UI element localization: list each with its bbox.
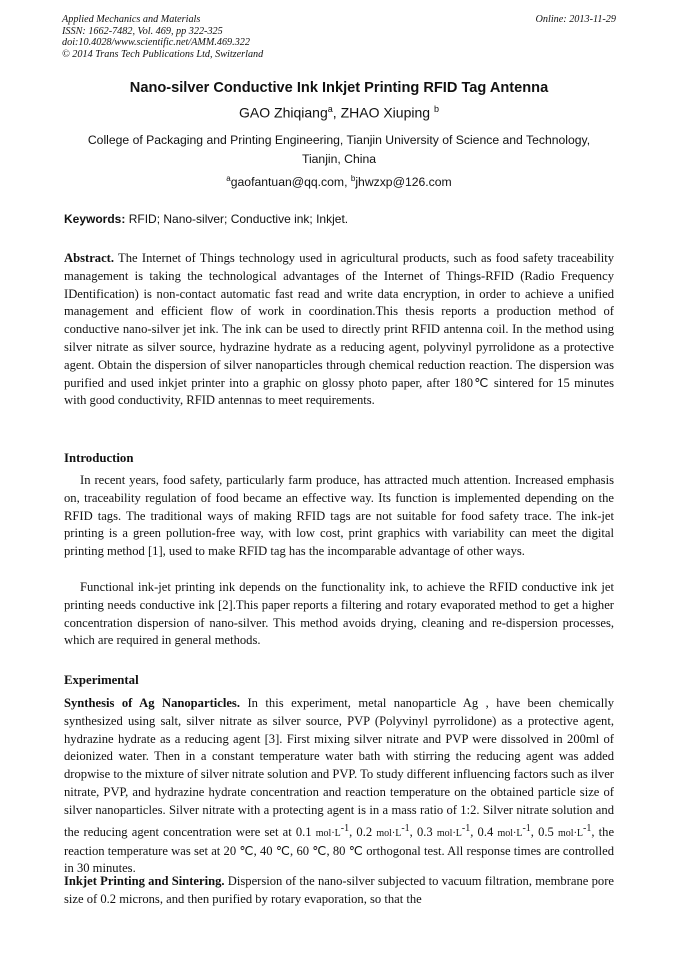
online-date: Online: 2013-11-29 [535,14,616,25]
experimental-heading: Experimental [64,673,139,687]
journal-header [62,14,263,60]
email-b-sup: b [350,174,356,183]
unit-3: mol·L [436,827,462,839]
author-1-sup: a [327,104,333,114]
keywords-label: Keywords: [64,212,126,226]
inkjet-text: Dispersion of the nano-silver subjected to vacuum filtration, membrane pore size of 0.2 microns, and then purified by rotary evaporation, so that the [64,874,614,906]
introduction-paragraph-2: Functional ink-jet printing ink depends on the functionality ink, to achieve the RFID conductive ink jet printing needs conductive ink [2].This paper reports a filtering and rotary evaporated method to get a higher concentration dispersion of nano-silver. This method avoids drying, cleaning and re-dispersion processes, which are required in general methods. [64,580,614,648]
concentration-2: 0.2 [356,824,373,839]
unit-2-sup: -1 [401,822,410,834]
keywords-text: RFID; Nano-silver; Conductive ink; Inkjet. [128,212,349,226]
email-line [0,174,678,189]
author-line [0,104,678,121]
unit-5-sup: -1 [583,822,592,834]
synthesis-paragraph: Synthesis of Ag Nanoparticles. In this experiment, metal nanoparticle Ag , have been chemically synthesized using salt, silver nitrate as silver source, PVP (Polyvinyl pyrrolidone) as a protective agent, hydrazine hydrate as a reducing agent [3]. First mixing silver nitrate and PVP were dissolved in 200ml of deionized water. Then in a constant temperature water bath with stirring the reducing agent was added dropwise to the mixture of silver nitrate solution and PVP. To study different influencing factors such as ilver nitrate, PVP, and hydrazine hydrate concentration and reaction temperature on the obtained particle size of silver nanoparticles. Silver nitrate with a protecting agent is in a mass ratio of 1:2. Silver nitrate solution and the reducing agent concentration were set at 0.1 $mol\cdot L^{-1}$, 0.2 $mol\cdot L^{-1}$, 0.3 $mol\cdot L^{-1}$, 0.4 $mol\cdot L^{-1}$, 0.5 $mol\cdot L^{-1}$, the reaction temperature was set at 20 ℃, 40 ℃, 60 ℃, 80 ℃ orthogonal test. All response times are controlled in 30 minutes. [64,696,615,876]
unit-3-sup: -1 [461,822,471,834]
copyright-line: © 2014 Trans Tech Publications Ltd, Switzerland [62,48,264,60]
synthesis-text: In this experiment, metal nanoparticle Ag , have been chemically synthesized using salt, silver nitrate as silver source, PVP (Polyvinyl pyrrolidone) as a protective agent, hydrazine hydrate as a reducing agent [3]. First mixing silver nitrate and PVP were dissolved in 200ml of deionized water. Then in a constant temperature water bath with stirring the reducing agent was added dropwise to the mixture of silver nitrate solution and PVP. To study different influencing factors such as ilver nitrate, PVP, and hydrazine hydrate concentration and reaction temperature on the obtained particle size of silver nanoparticles. Silver nitrate with a protecting agent is in a mass ratio of 1:2. Silver nitrate solution and the reducing agent concentration were set at [64,696,615,839]
concentration-1: 0.1 [295,824,312,839]
synthesis-text-end: , the reaction temperature was set at 20 ℃, 40 ℃, 60 ℃, 80 ℃ orthogonal test. All response times are controlled in 30 minutes. [64,824,615,876]
email-a: gaofantuan@qq.com [230,175,345,190]
inkjet-label: Inkjet Printing and Sintering. [64,874,225,888]
synthesis-label: Synthesis of Ag Nanoparticles. [64,696,240,710]
author-2: ZHAO Xiuping [340,104,431,121]
abstract-label: Abstract. [64,251,115,265]
paper-title: Nano-silver Conductive Ink Inkjet Printing RFID Tag Antenna [129,80,549,96]
keywords [64,212,348,226]
doi-line: doi:10.4028/www.scientific.net/AMM.469.322 [62,37,250,48]
author-2-sup: b [433,104,439,114]
unit-1: mol·L [315,827,341,839]
unit-2: mol·L [376,827,402,839]
unit-4-sup: -1 [522,822,531,834]
unit-4: mol·L [497,827,523,839]
email-a-sup: a [226,174,231,183]
email-separator: , [344,175,351,190]
concentration-3: 0.3 [416,824,433,839]
author-1: GAO Zhiqiang [239,104,328,121]
unit-5: mol·L [558,827,584,839]
journal-name: Applied Mechanics and Materials [62,14,201,25]
author-separator: , [332,104,341,121]
concentration-4: 0.4 [477,824,494,839]
concentration-5: 0.5 [538,824,554,839]
introduction-heading: Introduction [64,451,134,465]
abstract [64,250,614,410]
email-b: jhwzxp@126.com [355,175,452,190]
abstract-text: The Internet of Things technology used in agricultural products, such as food safety traceability management is taking the technological advantages of the Internet of Things-RFID (Radio Frequency IDentification) is non-contact automatic fast read and write data encryption, in order to achieve a unified management and efficient flow of work in coordination.This thesis reports a production method of conductive nano-silver jet ink. The ink can be used to directly print RFID antenna coil. In the method using silver nitrate as silver source, hydrazine hydrate as a reducing agent, polyvinyl pyrrolidone as a protective agent. Obtain the dispersion of silver nanoparticles through chemical reduction reaction. The dispersion was purified and used inkjet printer into a graphic on glossy photo paper, after 180℃ sintered for 15 minutes with good conductivity, RFID antennas to meet requirements. [64,251,615,408]
inkjet-paragraph [64,873,614,909]
unit-1-sup: -1 [340,822,350,834]
affiliation: College of Packaging and Printing Engineering, Tianjin University of Science and Technology, Tianjin, China [87,133,591,166]
introduction-paragraph-1: In recent years, food safety, particularly farm produce, has attracted much attention. Increased emphasis on, traceability regulation of food became an effective way. Its function is implemented depending on the RFID tags. The traditional ways of making RFID tags are not suitable for food safety trace. The ink-jet printing is a green pollution-free way, with low cost, print graphics with variability can meet the digital printing method [1], used to make RFID tag has the incomparable advantage of other ways. [64,473,614,559]
issn-line: ISSN: 1662-7482, Vol. 469, pp 322-325 [62,25,223,37]
